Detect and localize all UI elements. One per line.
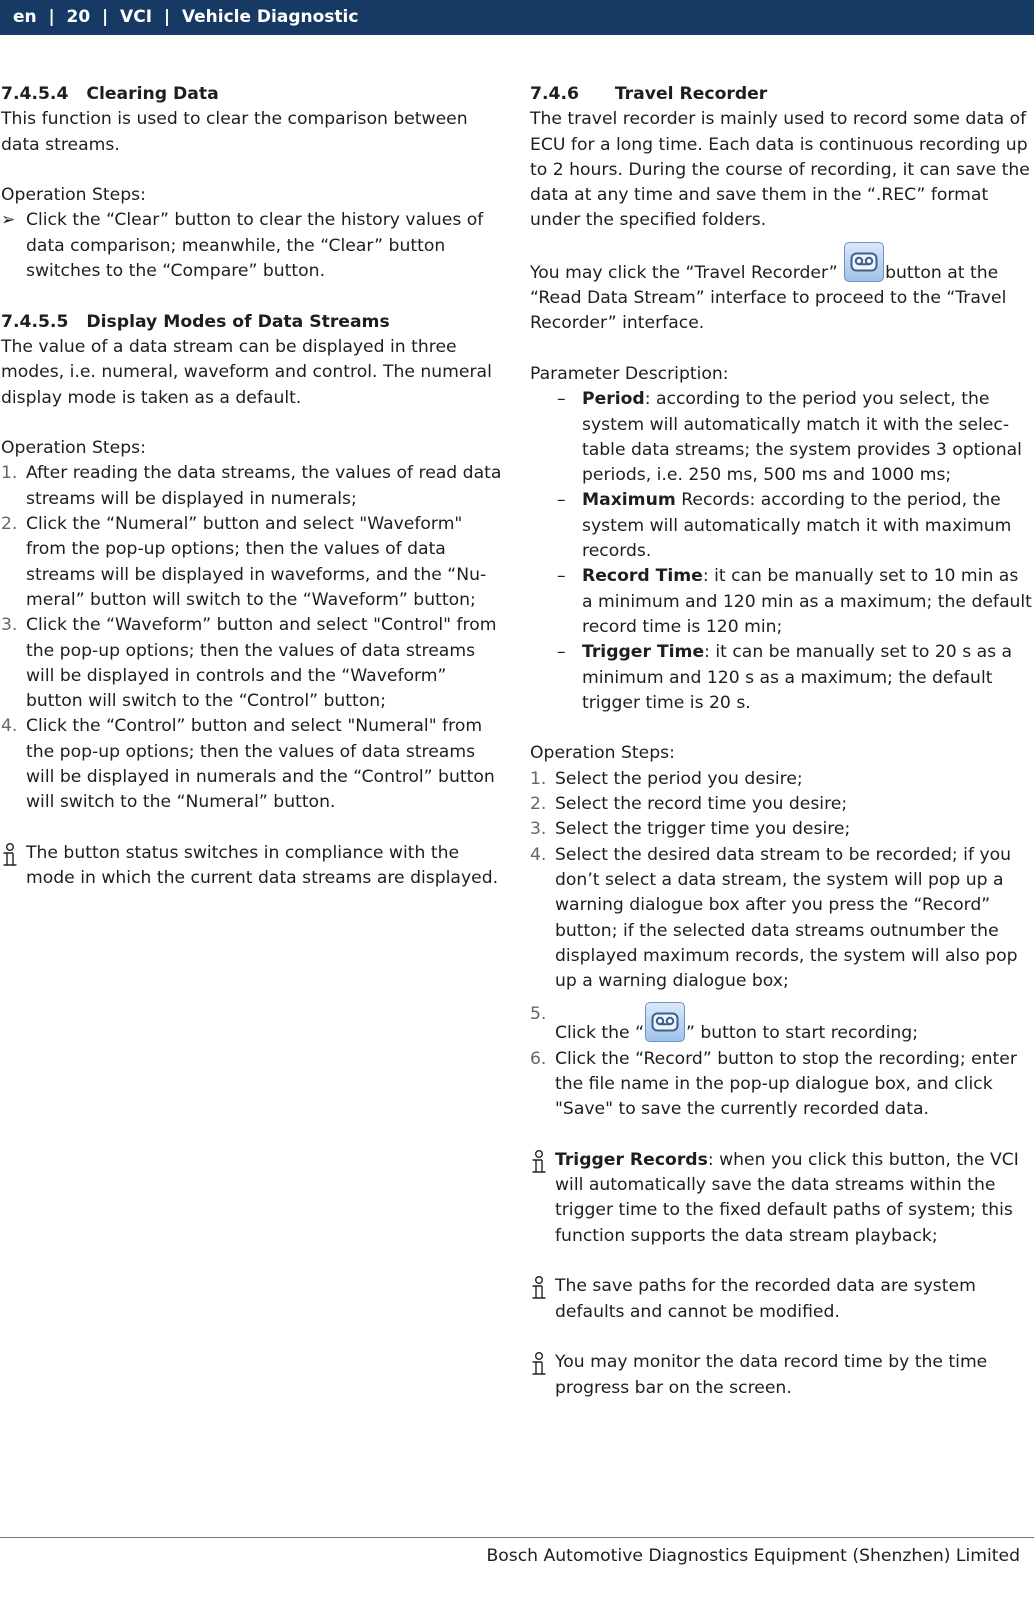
paragraph: The value of a data stream can be displayed in three modes, i.e. numeral, waveform and control. The numeral display mode is taken as a default. [1,336,492,408]
operation-steps-label: Operation Steps: [530,743,675,764]
param-term: Period [582,389,645,410]
section-heading-display-modes: 7.4.5.5 Display Modes of Data Streams [1,311,390,332]
list-number: 6. [530,1048,547,1069]
param-text: : according to the period you select, the system will automatically match it with the selectable data streams; the system provides 3 optional periods, i.e. 250 ms, 500 ms and 1000 ms; [582,389,1022,486]
dash-bullet: – [557,389,566,410]
param-item [530,387,1034,488]
list-item-text: Click the “ [555,1023,644,1044]
paragraph: The travel recorder is mainly used to record some data of ECU for a long time. Each data is continuous recording up to 2 hours. During the course of recording, it can save the data at any time and save them in the “.REC” format under the specified folders. [530,109,1030,231]
list-number: 3. [530,819,547,840]
param-text: Records: according to the period, the system will automatically match it with maximum records. [582,490,1012,562]
list-number: 2. [530,794,547,815]
note-text: The button status switches in compliance with the mode in which the current data streams are displayed. [26,842,499,889]
param-text: : it can be manually set to 20 s as a minimum and 120 s as a maximum; the default trigger time is 20 s. [582,642,1013,713]
info-note [530,1148,1034,1249]
text: button at the “Read Data Stream” interface to proceed to the “Travel Recorder” interface. [530,262,1007,334]
list-number: 1. [530,768,547,789]
param-item [530,488,1034,564]
section-heading-clearing-data: 7.4.5.4 Clearing Data [1,84,219,104]
list-item [1,208,505,284]
note-text: The save paths for the recorded data are system defaults and cannot be modified. [555,1276,976,1322]
list-item [1,461,505,512]
param-item [530,564,1034,640]
param-text: : it can be manually set to 10 min as a minimum and 120 min as a maximum; the default record time is 120 min; [582,566,1032,637]
list-number: 3. [1,615,18,636]
operation-steps-label: Operation Steps: [1,185,146,206]
list-item [1,613,505,714]
list-item [1,714,505,815]
dash-bullet: – [557,490,566,511]
note-text: You may monitor the data record time by the time progress bar on the screen. [555,1352,988,1398]
section-heading-travel-recorder: 7.4.6 Travel Recorder [530,84,768,104]
info-icon [531,1276,547,1308]
param-term: Trigger Time [582,642,705,663]
info-icon [531,1150,547,1182]
page-header: en | 20 | VCI | Vehicle Diagnostic [0,0,1034,35]
list-item-text: Click the “Clear” button to clear the history values of data comparison; meanwhile, the “Clear” button switches to the “Compare” button. [26,210,484,282]
list-number: 2. [1,514,18,535]
list-item-text: Click the “Record” button to stop the recording; enter the file name in the pop-up dialogue box, and click "Save" to save the currently recorded data. [555,1048,1017,1120]
left-column [1,82,505,892]
info-icon [2,843,18,875]
list-item-text: Click the “Control” button and select "Numeral" from the pop-up options; then the values of data streams will be displayed in numerals and the “Control” button will switch to the “Numeral” button. [26,716,495,813]
dash-bullet: – [557,566,566,587]
list-item-text: Select the record time you desire; [555,794,848,815]
list-item [530,817,1034,842]
param-item [530,640,1034,716]
list-number: 4. [530,844,547,865]
list-number: 5. [530,1004,547,1025]
arrow-bullet-icon: ➢ [1,210,16,231]
list-item [530,767,1034,792]
list-item [530,1002,1034,1046]
list-item-text: After reading the data streams, the values of read data streams will be displayed in numerals; [26,463,502,509]
list-item [530,843,1034,995]
paragraph [530,242,1034,337]
param-term: Maximum [582,490,676,511]
info-note [530,1274,1034,1325]
travel-recorder-button-icon [844,242,884,282]
note-term: Trigger Records [555,1149,708,1170]
right-column [530,82,1034,1401]
text: You may click the “Travel Recorder” [530,262,838,283]
list-number: 1. [1,463,18,484]
list-number: 4. [1,716,18,737]
list-item [1,512,505,613]
list-item [530,1047,1034,1123]
operation-steps-label: Operation Steps: [1,438,146,459]
page-footer: Bosch Automotive Diagnostics Equipment (Shenzhen) Limited [486,1546,1020,1566]
footer-divider [0,1537,1034,1538]
record-button-icon [645,1002,685,1042]
dash-bullet: – [557,642,566,663]
param-term: Record Time [582,566,703,587]
list-item-text: ” button to start recording; [686,1023,919,1044]
paragraph: This function is used to clear the comparison between data streams. [1,109,468,155]
list-item-text: Select the desired data stream to be recorded; if you don’t select a data stream, the system will pop up a warning dialogue box after you press the “Record” button; if the selected data streams outnumber the displayed maximum records, the system will also pop up a warning dialogue box; [555,844,1018,992]
list-item [530,792,1034,817]
list-item-text: Select the period you desire; [555,768,803,789]
info-note [530,1350,1034,1401]
list-item-text: Select the trigger time you desire; [555,819,851,840]
list-item-text: Click the “Waveform” button and select "Control" from the pop-up options; then the values of data streams will be displayed in controls and the “Waveform” button will switch to the “Control” button; [26,615,497,712]
note-text: : when you click this button, the VCI will automatically save the data streams within the trigger time to the fixed default paths of system; this function supports the data stream playback; [555,1149,1019,1246]
parameter-description-label: Parameter Description: [530,363,729,384]
list-item-text: Click the “Numeral” button and select "Waveform" from the pop-up options; then the values of data streams will be displayed in waveforms, and the “Numeral” button will switch to the “Waveform” button; [26,514,487,610]
info-icon [531,1352,547,1384]
info-note [1,841,505,892]
